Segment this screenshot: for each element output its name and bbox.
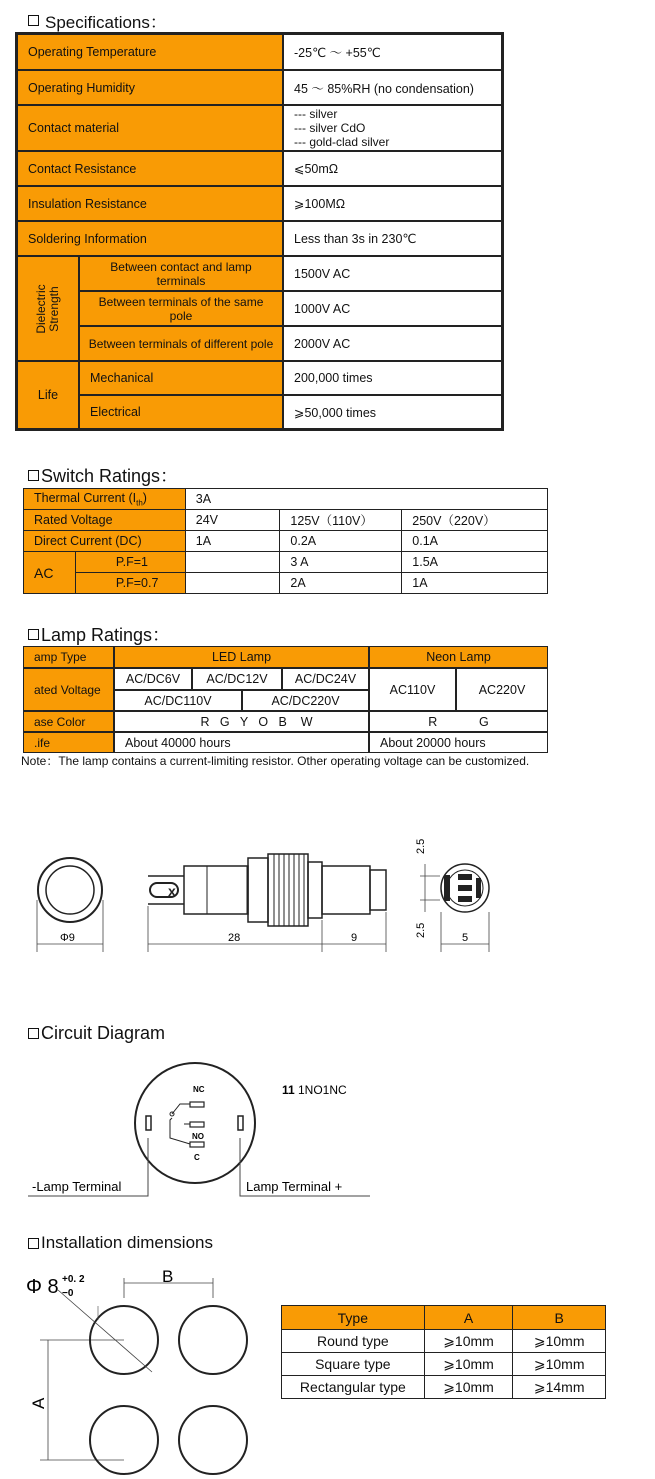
right-lamp-terminal: Lamp Terminal +	[246, 1179, 343, 1194]
install-cell: ⩾14mm	[513, 1376, 606, 1399]
install-cell: ⩾10mm	[513, 1330, 606, 1353]
switch-heading-text: Switch Ratings：	[41, 466, 179, 486]
voltage-label: ated Voltage	[23, 668, 114, 711]
install-b: B	[162, 1267, 174, 1286]
spec-label: Operating Temperature	[17, 34, 283, 70]
lamp-type-label: amp Type	[23, 646, 114, 668]
install-tol-dn: −0	[62, 1288, 74, 1299]
dim-h2: 2.5	[415, 922, 427, 938]
svg-text:x: x	[168, 883, 176, 899]
circuit-c: C	[194, 1153, 200, 1162]
dielectric-value: 1000V AC	[283, 291, 502, 326]
dim-dia: Φ9	[60, 932, 75, 944]
led-voltage: AC/DC24V	[282, 668, 369, 690]
spec-value: 45 ～ 85%RH (no condensation)	[283, 70, 502, 105]
install-heading-text: Installation dimensions	[41, 1233, 213, 1252]
rated-value: 24V	[185, 510, 280, 531]
led-voltage: AC/DC220V	[242, 690, 369, 711]
contact-material-3: --- gold-clad silver	[294, 135, 390, 149]
led-voltage: AC/DC12V	[192, 668, 282, 690]
dielectric-label: Between contact and lamp terminals	[79, 256, 283, 291]
install-table	[281, 1305, 606, 1399]
checkbox-icon	[28, 1028, 39, 1039]
dim-w: 5	[462, 932, 469, 944]
neon-voltage: AC220V	[456, 668, 548, 711]
neon-colors: R G	[369, 711, 548, 732]
spec-heading-text: Specifications：	[45, 13, 167, 32]
install-tol-up: +0. 2	[62, 1274, 85, 1285]
install-cell: ⩾10mm	[513, 1353, 606, 1376]
spec-label: Contact Resistance	[17, 151, 283, 186]
circuit-heading-text: Circuit Diagram	[41, 1023, 166, 1043]
circuit-code: 1NO1NC	[298, 1083, 347, 1097]
install-cell: ⩾10mm	[424, 1376, 513, 1399]
dielectric-group-cell	[17, 256, 79, 361]
spec-label: Contact material	[17, 105, 283, 151]
circuit-no: NO	[192, 1132, 204, 1141]
pf07-value: 1A	[402, 573, 548, 594]
life-group-label: Life	[17, 361, 79, 429]
contact-material-2: --- silver CdO	[294, 121, 366, 135]
spec-heading	[28, 8, 167, 33]
install-header: A	[424, 1306, 513, 1330]
spec-table	[15, 32, 504, 431]
dc-label: Direct Current (DC)	[24, 531, 186, 552]
install-cell: ⩾10mm	[424, 1353, 513, 1376]
dc-value: 0.2A	[280, 531, 402, 552]
checkbox-icon	[28, 629, 39, 640]
life-value: 200,000 times	[283, 361, 502, 395]
lamp-table	[23, 646, 548, 753]
pf1-value: 1.5A	[402, 552, 548, 573]
circuit-diagram	[0, 1060, 655, 1200]
dim-h1: 2.5	[415, 838, 427, 854]
dielectric-value: 2000V AC	[283, 326, 502, 361]
spec-label: Insulation Resistance	[17, 186, 283, 221]
install-drawing	[0, 1260, 270, 1475]
rated-value: 250V（220V）	[402, 510, 548, 531]
checkbox-icon	[28, 15, 39, 26]
contact-material-1: --- silver	[294, 107, 338, 121]
spec-value: Less than 3s in 230℃	[283, 221, 502, 256]
led-header: LED Lamp	[114, 646, 369, 668]
pf1-label: P.F=1	[75, 552, 185, 573]
checkbox-icon	[28, 1238, 39, 1249]
spec-label: Soldering Information	[17, 221, 283, 256]
led-voltage: AC/DC110V	[114, 690, 242, 711]
spec-value-multi	[283, 105, 502, 151]
ac-label: AC	[24, 552, 76, 594]
dielectric-group-label: Dielectric Strength	[34, 283, 61, 334]
color-label: ase Color	[23, 711, 114, 732]
life-label: Electrical	[79, 395, 283, 429]
install-header: B	[513, 1306, 606, 1330]
lamp-heading-text: Lamp Ratings：	[41, 625, 171, 645]
pf1-value	[185, 552, 280, 573]
spec-label: Operating Humidity	[17, 70, 283, 105]
dielectric-label: Between terminals of different pole	[79, 326, 283, 361]
install-heading	[28, 1233, 213, 1253]
neon-header: Neon Lamp	[369, 646, 548, 668]
checkbox-icon	[28, 470, 39, 481]
install-cell: Round type	[282, 1330, 425, 1353]
dim-len2: 9	[351, 932, 358, 944]
life-label: .ife	[23, 732, 114, 753]
dielectric-value: 1500V AC	[283, 256, 502, 291]
dim-len1: 28	[228, 932, 241, 944]
install-a: A	[29, 1397, 48, 1409]
pf07-value: 2A	[280, 573, 402, 594]
circuit-code-num: 11	[282, 1083, 295, 1097]
spec-value: ⩽50mΩ	[283, 151, 502, 186]
switch-table	[23, 488, 548, 594]
led-life: About 40000 hours	[114, 732, 369, 753]
life-label: Mechanical	[79, 361, 283, 395]
install-cell: Rectangular type	[282, 1376, 425, 1399]
dimension-drawing	[0, 820, 655, 960]
install-cell: Square type	[282, 1353, 425, 1376]
left-lamp-terminal: -Lamp Terminal	[32, 1179, 122, 1194]
pf07-value	[185, 573, 280, 594]
install-cell: ⩾10mm	[424, 1330, 513, 1353]
neon-voltage: AC110V	[369, 668, 456, 711]
switch-heading	[28, 462, 178, 488]
life-value: ⩾50,000 times	[283, 395, 502, 429]
neon-life: About 20000 hours	[369, 732, 548, 753]
thermal-label: Thermal Current $(I_{th})$	[24, 489, 186, 510]
dc-value: 1A	[185, 531, 280, 552]
pf1-value: 3 A	[280, 552, 402, 573]
led-voltage: AC/DC6V	[114, 668, 192, 690]
dielectric-label: Between terminals of the same pole	[79, 291, 283, 326]
install-phi: Φ 8	[26, 1276, 59, 1298]
thermal-value: 3A	[185, 489, 547, 510]
spec-value: -25℃ ～ +55℃	[283, 34, 502, 70]
install-header: Type	[282, 1306, 425, 1330]
led-colors: R G Y O B W	[114, 711, 369, 732]
rated-label: Rated Voltage	[24, 510, 186, 531]
lamp-note: Note：The lamp contains a current-limiting resistor. Other operating voltage can be customized.	[21, 754, 530, 768]
rated-value: 125V（110V）	[280, 510, 402, 531]
circuit-nc: NC	[193, 1085, 205, 1094]
lamp-heading	[28, 621, 170, 647]
dc-value: 0.1A	[402, 531, 548, 552]
circuit-heading	[28, 1023, 165, 1044]
spec-value: ⩾100MΩ	[283, 186, 502, 221]
pf07-label: P.F=0.7	[75, 573, 185, 594]
